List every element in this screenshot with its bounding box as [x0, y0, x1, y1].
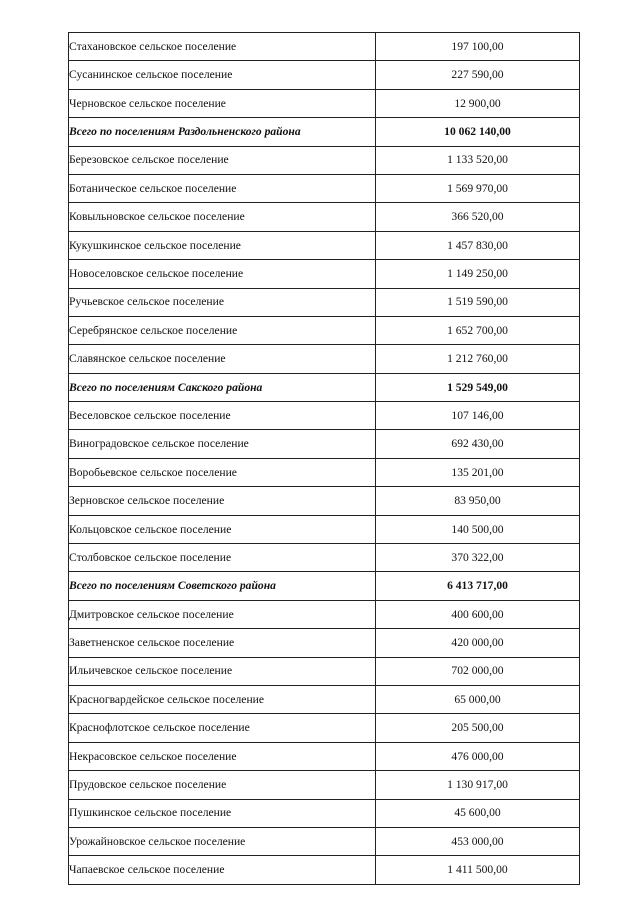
table-row: [69, 458, 580, 486]
table-row: [69, 856, 580, 884]
amount-cell: 692 430,00: [376, 430, 580, 458]
district-total-row: [69, 373, 580, 401]
table-row: [69, 657, 580, 685]
settlement-name-cell: Воробьевское сельское поселение: [69, 458, 376, 486]
amount-cell: 370 322,00: [376, 544, 580, 572]
amount-cell: 1 149 250,00: [376, 260, 580, 288]
amount-cell: 400 600,00: [376, 600, 580, 628]
table-row: [69, 89, 580, 117]
amount-cell: 227 590,00: [376, 61, 580, 89]
table-row: [69, 231, 580, 259]
settlement-name-cell: Заветненское сельское поселение: [69, 629, 376, 657]
table-row: [69, 685, 580, 713]
settlement-name-cell: Веселовское сельское поселение: [69, 402, 376, 430]
settlement-name-cell: Зерновское сельское поселение: [69, 487, 376, 515]
amount-cell: 10 062 140,00: [376, 118, 580, 146]
table-row: [69, 402, 580, 430]
settlement-name-cell: Серебрянское сельское поселение: [69, 316, 376, 344]
amount-cell: 1 130 917,00: [376, 771, 580, 799]
settlement-name-cell: Ручьевское сельское поселение: [69, 288, 376, 316]
district-total-row: [69, 118, 580, 146]
settlement-name-cell: Всего по поселениям Раздольненского района: [69, 118, 376, 146]
settlement-allocation-table: [68, 32, 580, 885]
amount-cell: 135 201,00: [376, 458, 580, 486]
table-row: [69, 600, 580, 628]
table-row: [69, 146, 580, 174]
settlement-name-cell: Ковыльновское сельское поселение: [69, 203, 376, 231]
amount-cell: 12 900,00: [376, 89, 580, 117]
document-page: [68, 32, 580, 885]
amount-cell: 83 950,00: [376, 487, 580, 515]
table-row: [69, 345, 580, 373]
table-row: [69, 174, 580, 202]
amount-cell: 205 500,00: [376, 714, 580, 742]
table-row: [69, 629, 580, 657]
settlement-name-cell: Пушкинское сельское поселение: [69, 799, 376, 827]
amount-cell: 702 000,00: [376, 657, 580, 685]
table-row: [69, 771, 580, 799]
amount-cell: 45 600,00: [376, 799, 580, 827]
settlement-name-cell: Чапаевское сельское поселение: [69, 856, 376, 884]
amount-cell: 1 133 520,00: [376, 146, 580, 174]
settlement-name-cell: Прудовское сельское поселение: [69, 771, 376, 799]
amount-cell: 420 000,00: [376, 629, 580, 657]
amount-cell: 140 500,00: [376, 515, 580, 543]
settlement-name-cell: Красногвардейское сельское поселение: [69, 685, 376, 713]
settlement-name-cell: Всего по поселениям Советского района: [69, 572, 376, 600]
amount-cell: 1 212 760,00: [376, 345, 580, 373]
settlement-name-cell: Всего по поселениям Сакского района: [69, 373, 376, 401]
amount-cell: 197 100,00: [376, 33, 580, 61]
table-row: [69, 430, 580, 458]
amount-cell: 476 000,00: [376, 742, 580, 770]
settlement-name-cell: Кукушкинское сельское поселение: [69, 231, 376, 259]
settlement-name-cell: Стахановское сельское поселение: [69, 33, 376, 61]
district-total-row: [69, 572, 580, 600]
amount-cell: 453 000,00: [376, 827, 580, 855]
amount-cell: 1 569 970,00: [376, 174, 580, 202]
settlement-name-cell: Виноградовское сельское поселение: [69, 430, 376, 458]
amount-cell: 1 529 549,00: [376, 373, 580, 401]
amount-cell: 65 000,00: [376, 685, 580, 713]
settlement-name-cell: Урожайновское сельское поселение: [69, 827, 376, 855]
settlement-name-cell: Некрасовское сельское поселение: [69, 742, 376, 770]
table-row: [69, 714, 580, 742]
amount-cell: 1 652 700,00: [376, 316, 580, 344]
table-row: [69, 799, 580, 827]
table-row: [69, 742, 580, 770]
table-body: [69, 33, 580, 885]
settlement-name-cell: Новоселовское сельское поселение: [69, 260, 376, 288]
table-row: [69, 260, 580, 288]
table-row: [69, 544, 580, 572]
settlement-name-cell: Столбовское сельское поселение: [69, 544, 376, 572]
amount-cell: 107 146,00: [376, 402, 580, 430]
settlement-name-cell: Ильичевское сельское поселение: [69, 657, 376, 685]
settlement-name-cell: Черновское сельское поселение: [69, 89, 376, 117]
settlement-name-cell: Сусанинское сельское поселение: [69, 61, 376, 89]
table-row: [69, 316, 580, 344]
table-row: [69, 33, 580, 61]
settlement-name-cell: Кольцовское сельское поселение: [69, 515, 376, 543]
table-row: [69, 827, 580, 855]
amount-cell: 1 519 590,00: [376, 288, 580, 316]
table-row: [69, 487, 580, 515]
amount-cell: 366 520,00: [376, 203, 580, 231]
settlement-name-cell: Ботаническое сельское поселение: [69, 174, 376, 202]
amount-cell: 1 457 830,00: [376, 231, 580, 259]
amount-cell: 1 411 500,00: [376, 856, 580, 884]
table-row: [69, 515, 580, 543]
table-row: [69, 203, 580, 231]
settlement-name-cell: Краснофлотское сельское поселение: [69, 714, 376, 742]
settlement-name-cell: Дмитровское сельское поселение: [69, 600, 376, 628]
settlement-name-cell: Славянское сельское поселение: [69, 345, 376, 373]
settlement-name-cell: Березовское сельское поселение: [69, 146, 376, 174]
amount-cell: 6 413 717,00: [376, 572, 580, 600]
table-row: [69, 61, 580, 89]
table-row: [69, 288, 580, 316]
